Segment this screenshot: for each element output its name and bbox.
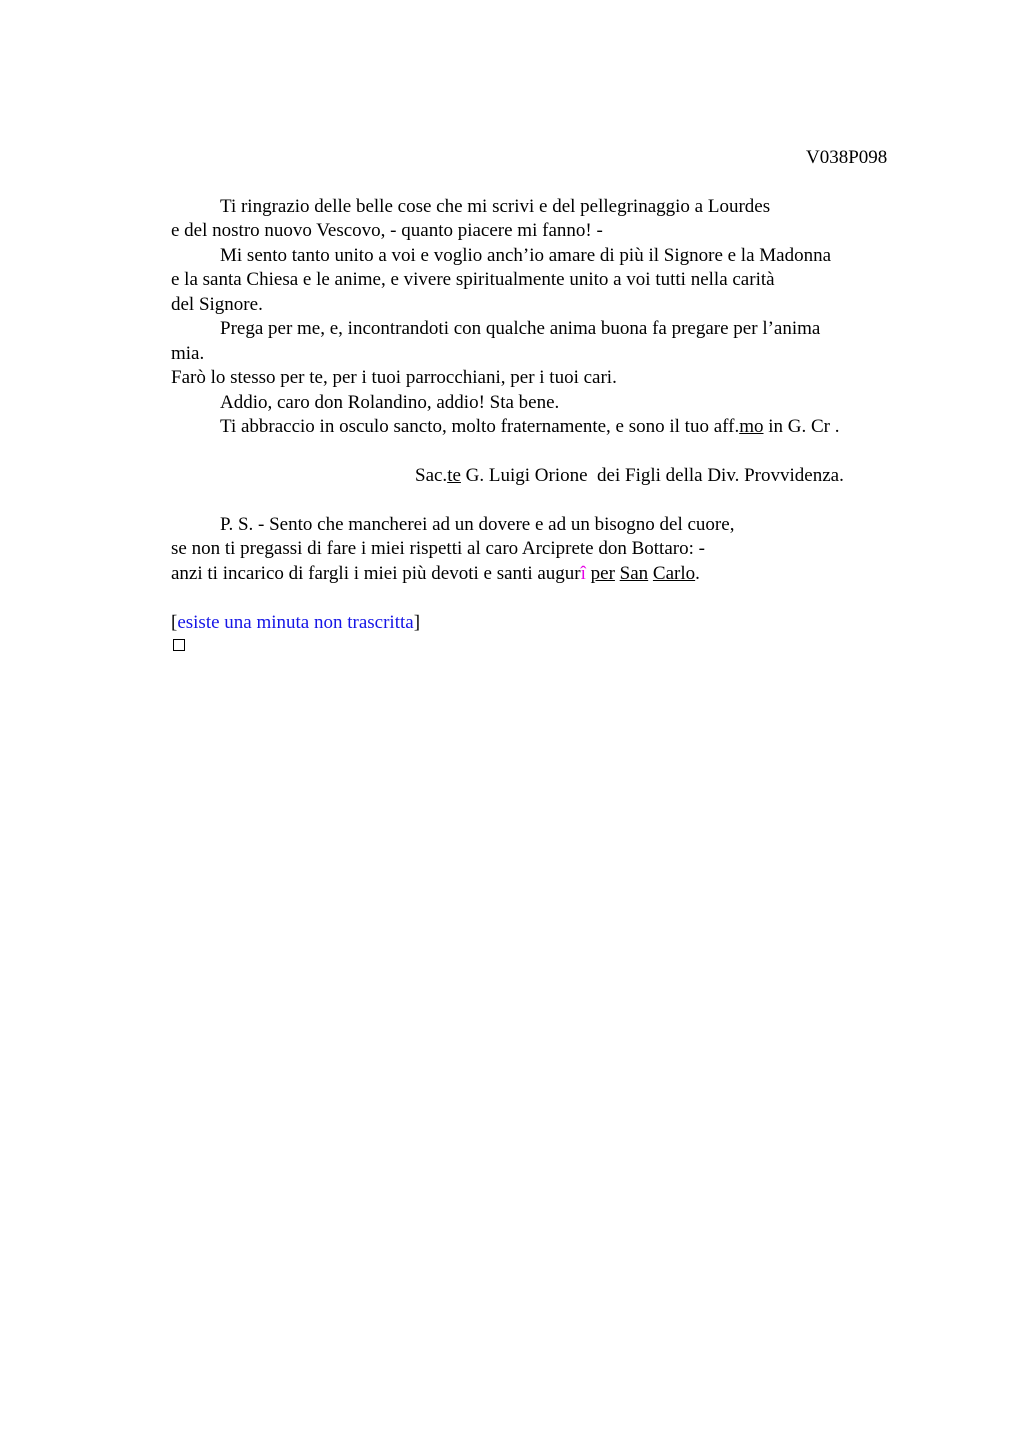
document-id: V038P098 [806, 147, 888, 168]
body-line-3: Mi sento tanto unito a voi e voglio anch’io amare di più il Signore e la Madonna [220, 245, 832, 266]
body-line-10-end: in G. Cr . [763, 416, 840, 437]
body-line-8: Farò lo stesso per te, per i tuoi parrocchiani, per i tuoi cari. [171, 367, 617, 388]
signature-title-superscript: te [447, 465, 461, 486]
underlined-word-carlo: Carlo [652, 563, 696, 584]
empty-box-icon [173, 639, 185, 651]
signature [415, 464, 844, 488]
period: . [695, 563, 700, 584]
underlined-word-per: per [590, 563, 615, 584]
postscript-line-2: se non ti pregassi di fare i miei rispetti al caro Arciprete don Bottaro: - [171, 538, 705, 559]
body-line-10-text: Ti abbraccio in osculo sancto, molto fraternamente, e sono il tuo aff. [220, 416, 740, 437]
postscript-line-3 [171, 562, 700, 586]
body-line-5: del Signore. [171, 294, 263, 315]
signature-name: G. Luigi Orione dei Figli della Div. Provvidenza. [460, 465, 844, 486]
body-line-2: e del nostro nuovo Vescovo, - quanto piacere mi fanno! - [171, 220, 603, 241]
abbreviation-superscript: mo [739, 416, 764, 437]
body-line-4: e la santa Chiesa e le anime, e vivere spiritualmente unito a voi tutti nella carità [171, 269, 775, 290]
signature-title: Sac. [415, 465, 448, 486]
body-line-1: Ti ringrazio delle belle cose che mi scrivi e del pellegrinaggio a Lourdes [220, 196, 771, 217]
note-close-bracket: ] [413, 612, 421, 633]
editorial-note [171, 611, 420, 635]
body-line-9: Addio, caro don Rolandino, addio! Sta bene. [220, 392, 560, 413]
note-open-bracket: [ [171, 612, 178, 633]
postscript-line-1: P. S. - Sento che mancherei ad un dovere e ad un bisogno del cuore, [220, 514, 735, 535]
highlighted-character: î [580, 563, 586, 584]
underlined-word-san: San [619, 563, 649, 584]
body-line-7: mia. [171, 343, 205, 364]
note-text: esiste una minuta non trascritta [177, 612, 414, 633]
postscript-line-3-text: anzi ti incarico di fargli i miei più devoti e santi augur [171, 563, 581, 584]
body-line-10 [220, 415, 840, 439]
body-line-6: Prega per me, e, incontrandoti con qualche anima buona fa pregare per l’anima [220, 318, 821, 339]
